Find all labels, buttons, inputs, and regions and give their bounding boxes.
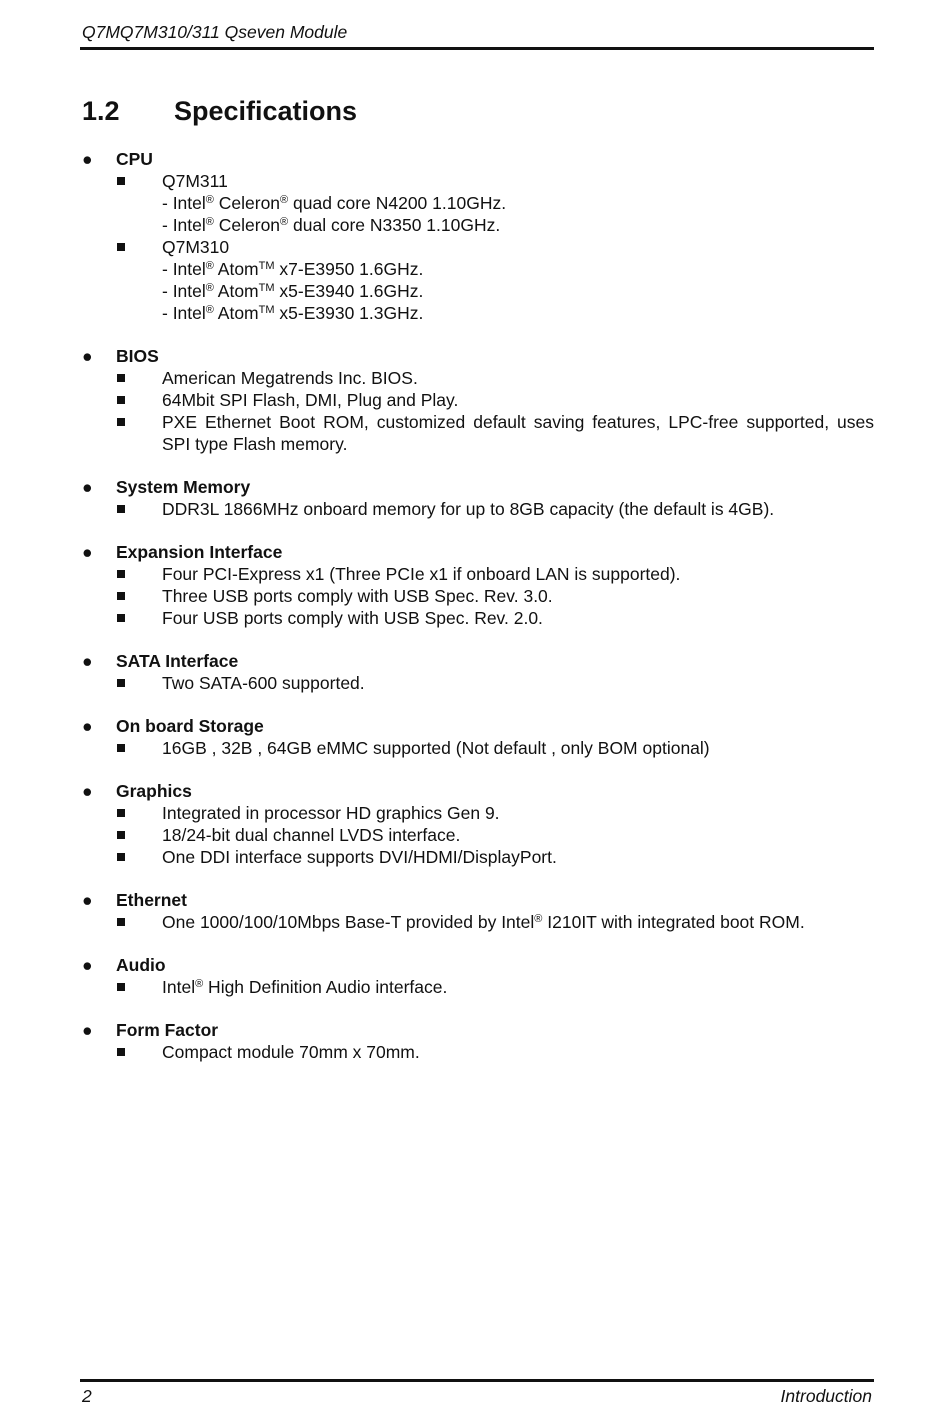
- spec-item: [82, 236, 874, 258]
- spec-item-text: 16GB , 32B , 64GB eMMC supported (Not default , only BOM optional): [162, 738, 710, 758]
- spec-item-text: Q7M310: [162, 237, 230, 257]
- trademark-mark: ®: [205, 194, 214, 206]
- spec-subline: [82, 302, 874, 324]
- text-run: x5-E3940 1.6GHz.: [274, 281, 424, 301]
- text-run: Celeron: [213, 215, 281, 235]
- spec-item: [82, 1041, 874, 1063]
- square-bullet-icon: [117, 570, 125, 578]
- spec-item: [82, 802, 874, 824]
- text-run: - Intel: [162, 215, 206, 235]
- trademark-mark: TM: [258, 282, 275, 294]
- spec-item: [82, 585, 874, 607]
- spec-group-title: [82, 345, 874, 367]
- spec-item: [82, 737, 874, 759]
- spec-group-title: [82, 650, 874, 672]
- square-bullet-icon: [117, 809, 125, 817]
- text-run: x7-E3950 1.6GHz.: [274, 259, 424, 279]
- spec-item-text: One DDI interface supports DVI/HDMI/DisplayPort.: [162, 847, 557, 867]
- trademark-mark: TM: [258, 304, 275, 316]
- spec-item-text: Integrated in processor HD graphics Gen 9.: [162, 803, 500, 823]
- spec-item-text: [162, 911, 874, 933]
- spec-group-title: [82, 889, 874, 911]
- spec-group-label: CPU: [116, 149, 153, 169]
- spec-group-label: Audio: [116, 955, 166, 975]
- spec-group: [82, 780, 874, 868]
- square-bullet-icon: [117, 679, 125, 687]
- spec-item-text: [162, 976, 874, 998]
- spec-group-label: BIOS: [116, 346, 159, 366]
- square-bullet-icon: [117, 831, 125, 839]
- square-bullet-icon: [117, 418, 125, 426]
- spec-group-title: [82, 954, 874, 976]
- square-bullet-icon: [117, 614, 125, 622]
- section-title-text: Specifications: [174, 96, 358, 126]
- trademark-mark: ®: [205, 216, 214, 228]
- text-run: Intel: [162, 977, 196, 997]
- bullet-icon: ●: [82, 542, 93, 562]
- spec-item: [82, 672, 874, 694]
- trademark-mark: ®: [534, 913, 543, 925]
- spec-item: [82, 389, 874, 411]
- spec-group: [82, 148, 874, 324]
- spec-group-label: Expansion Interface: [116, 542, 283, 562]
- spec-group: [82, 345, 874, 455]
- spec-item: [82, 607, 874, 629]
- text-run: Atom: [213, 281, 259, 301]
- bullet-icon: ●: [82, 781, 93, 801]
- spec-item-text: Four PCI-Express x1 (Three PCIe x1 if onboard LAN is supported).: [162, 564, 681, 584]
- spec-group-label: Ethernet: [116, 890, 187, 910]
- square-bullet-icon: [117, 918, 125, 926]
- trademark-mark: ®: [195, 978, 204, 990]
- text-run: - Intel: [162, 259, 206, 279]
- spec-item-text: 18/24-bit dual channel LVDS interface.: [162, 825, 461, 845]
- spec-item-text: Four USB ports comply with USB Spec. Rev. 2.0.: [162, 608, 543, 628]
- trademark-mark: ®: [280, 216, 289, 228]
- spec-group-label: System Memory: [116, 477, 251, 497]
- spec-group-label: SATA Interface: [116, 651, 239, 671]
- spec-group-title: [82, 148, 874, 170]
- text-run: High Definition Audio interface.: [203, 977, 448, 997]
- trademark-mark: ®: [205, 304, 214, 316]
- spec-group: [82, 476, 874, 520]
- square-bullet-icon: [117, 592, 125, 600]
- square-bullet-icon: [117, 853, 125, 861]
- running-header: Q7MQ7M310/311 Qseven Module: [82, 22, 348, 42]
- text-run: I210IT with integrated boot ROM.: [542, 912, 805, 932]
- text-run: dual core N3350 1.10GHz.: [288, 215, 501, 235]
- bullet-icon: ●: [82, 346, 93, 366]
- spec-group: [82, 1019, 874, 1063]
- text-run: - Intel: [162, 281, 206, 301]
- square-bullet-icon: [117, 396, 125, 404]
- spec-group-title: [82, 541, 874, 563]
- spec-subline: [82, 214, 874, 236]
- trademark-mark: ®: [280, 194, 289, 206]
- chapter-name: Introduction: [780, 1386, 872, 1406]
- spec-group-title: [82, 1019, 874, 1041]
- text-run: Celeron: [213, 193, 281, 213]
- bullet-icon: ●: [82, 477, 93, 497]
- specifications-list: [82, 148, 874, 1084]
- spec-item-text: 64Mbit SPI Flash, DMI, Plug and Play.: [162, 390, 459, 410]
- spec-group-label: Graphics: [116, 781, 192, 801]
- spec-group-title: [82, 715, 874, 737]
- spec-item: [82, 498, 874, 520]
- text-run: - Intel: [162, 193, 206, 213]
- spec-item: [82, 824, 874, 846]
- spec-item: [82, 170, 874, 192]
- square-bullet-icon: [117, 1048, 125, 1056]
- spec-group: [82, 541, 874, 629]
- square-bullet-icon: [117, 243, 125, 251]
- section-number: 1.2: [82, 96, 120, 126]
- text-run: One 1000/100/10Mbps Base-T provided by Intel: [162, 912, 535, 932]
- spec-item: [82, 846, 874, 868]
- spec-item: [82, 911, 874, 933]
- spec-item-text: Two SATA-600 supported.: [162, 673, 365, 693]
- spec-subline: [82, 280, 874, 302]
- bullet-icon: ●: [82, 149, 93, 169]
- spec-item: [82, 411, 874, 455]
- footer-rule: [80, 1379, 874, 1382]
- bullet-icon: ●: [82, 1020, 93, 1040]
- spec-item-text: DDR3L 1866MHz onboard memory for up to 8GB capacity (the default is 4GB).: [162, 499, 775, 519]
- spec-group: [82, 889, 874, 933]
- square-bullet-icon: [117, 744, 125, 752]
- trademark-mark: ®: [205, 260, 214, 272]
- spec-group: [82, 954, 874, 998]
- bullet-icon: ●: [82, 955, 93, 975]
- text-run: quad core N4200 1.10GHz.: [288, 193, 507, 213]
- spec-item-text: Three USB ports comply with USB Spec. Rev. 3.0.: [162, 586, 553, 606]
- page-number: 2: [82, 1386, 92, 1406]
- text-run: Atom: [213, 259, 259, 279]
- spec-item-text: Q7M311: [162, 171, 228, 191]
- spec-item: [82, 563, 874, 585]
- text-run: x5-E3930 1.3GHz.: [274, 303, 424, 323]
- spec-group-title: [82, 476, 874, 498]
- spec-group-label: Form Factor: [116, 1020, 219, 1040]
- text-run: Atom: [213, 303, 259, 323]
- header-rule: [80, 47, 874, 50]
- spec-item: [82, 976, 874, 998]
- square-bullet-icon: [117, 983, 125, 991]
- section-title: [82, 96, 357, 127]
- spec-item-text: American Megatrends Inc. BIOS.: [162, 368, 418, 388]
- spec-group: [82, 650, 874, 694]
- spec-subline: [82, 258, 874, 280]
- trademark-mark: ®: [205, 282, 214, 294]
- spec-item-text: PXE Ethernet Boot ROM, customized default saving features, LPC-free supported, uses SPI type Flash memory.: [162, 412, 874, 454]
- spec-subline: [82, 192, 874, 214]
- spec-group: [82, 715, 874, 759]
- square-bullet-icon: [117, 505, 125, 513]
- spec-group-label: On board Storage: [116, 716, 264, 736]
- square-bullet-icon: [117, 177, 125, 185]
- spec-item: [82, 367, 874, 389]
- spec-group-title: [82, 780, 874, 802]
- spec-item-text: Compact module 70mm x 70mm.: [162, 1042, 420, 1062]
- bullet-icon: ●: [82, 651, 93, 671]
- bullet-icon: ●: [82, 890, 93, 910]
- text-run: - Intel: [162, 303, 206, 323]
- trademark-mark: TM: [258, 260, 275, 272]
- bullet-icon: ●: [82, 716, 93, 736]
- square-bullet-icon: [117, 374, 125, 382]
